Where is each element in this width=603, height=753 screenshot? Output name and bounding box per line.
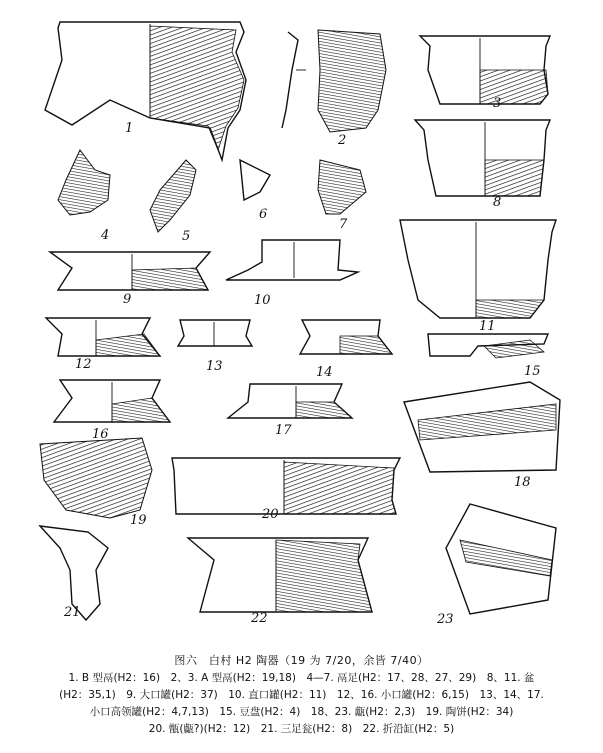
sherd-3 bbox=[420, 36, 550, 104]
sherd-6 bbox=[240, 160, 270, 200]
sherd-18 bbox=[404, 382, 560, 472]
label-12: 12 bbox=[75, 357, 92, 372]
sherd-4 bbox=[58, 150, 110, 215]
label-4: 4 bbox=[101, 228, 110, 243]
label-6: 6 bbox=[259, 207, 268, 222]
label-19: 19 bbox=[130, 513, 147, 528]
sherd-17 bbox=[228, 384, 352, 418]
sherd-12 bbox=[46, 318, 160, 356]
label-20: 20 bbox=[262, 507, 279, 522]
label-10: 10 bbox=[254, 293, 271, 308]
caption-line: (H2：35,1) 9. 大口罐(H2：37) 10. 直口罐(H2：11) 12、16. 小口罐(H2：6,15) 13、14、17. bbox=[59, 689, 544, 701]
figure-caption bbox=[0, 652, 603, 738]
label-17: 17 bbox=[275, 423, 292, 438]
sherd-11 bbox=[400, 220, 556, 318]
label-5: 5 bbox=[182, 229, 191, 244]
label-15: 15 bbox=[524, 364, 541, 379]
sherd-19 bbox=[40, 438, 152, 518]
caption-title: 图六 白村 H2 陶器（19 为 7/20，余皆 7/40） bbox=[174, 654, 429, 667]
label-21: 21 bbox=[64, 605, 81, 620]
sherd-2 bbox=[282, 30, 386, 132]
label-7: 7 bbox=[339, 217, 348, 232]
label-9: 9 bbox=[123, 292, 132, 307]
sherd-1 bbox=[45, 22, 246, 160]
label-14: 14 bbox=[316, 365, 333, 380]
sherd-10 bbox=[226, 240, 358, 280]
sherd-9 bbox=[50, 252, 210, 290]
label-22: 22 bbox=[251, 611, 268, 626]
caption-line: 小口高领罐(H2：4,7,13) 15. 豆盘(H2：4) 18、23. 甗(H2：2,3) 19. 陶饼(H2：34) bbox=[89, 706, 514, 718]
sherd-23 bbox=[446, 504, 556, 614]
label-8: 8 bbox=[493, 195, 502, 210]
label-18: 18 bbox=[514, 475, 531, 490]
sherd-7 bbox=[318, 160, 366, 214]
caption-line: 20. 甑(甗?)(H2：12) 21. 三足瓮(H2：8) 22. 折沿缸(H2：5) bbox=[148, 723, 455, 735]
sherd-22 bbox=[188, 538, 372, 612]
label-23: 23 bbox=[437, 612, 454, 627]
label-2: 2 bbox=[338, 133, 347, 148]
sherd-15 bbox=[428, 334, 548, 358]
label-1: 1 bbox=[125, 121, 134, 136]
sherd-20 bbox=[172, 458, 400, 514]
sherd-13 bbox=[178, 320, 252, 346]
label-11: 11 bbox=[479, 319, 496, 334]
sherd-16 bbox=[54, 380, 170, 422]
sherd-8 bbox=[415, 120, 550, 196]
label-16: 16 bbox=[92, 427, 109, 442]
caption-line: 1. B 型鬲(H2：16) 2、3. A 型鬲(H2：19,18) 4—7. 鬲足(H2：17、28、27、29) 8、11. 盆 bbox=[68, 672, 535, 684]
sherd-14 bbox=[300, 320, 392, 354]
label-13: 13 bbox=[206, 359, 223, 374]
label-3: 3 bbox=[493, 96, 502, 111]
sherd-5 bbox=[150, 160, 196, 232]
